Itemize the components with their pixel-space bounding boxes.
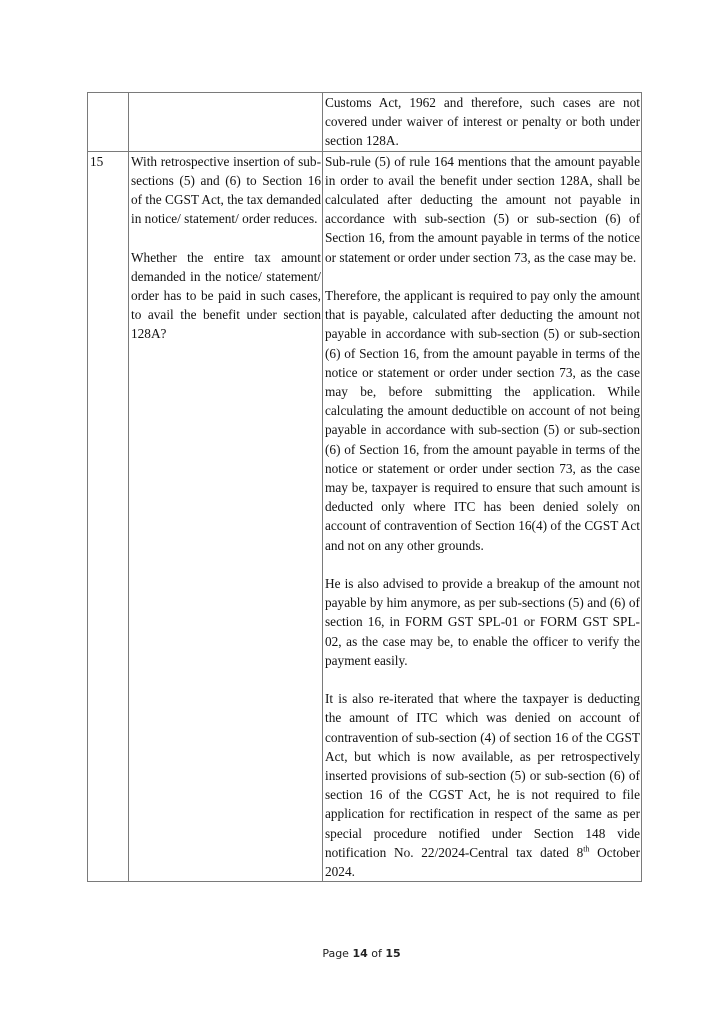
- answer-paragraph: Customs Act, 1962 and therefore, such cases are not covered under waiver of interest or penalty or both under section 128A.: [325, 95, 640, 149]
- answer-paragraph: He is also advised to provide a breakup of the amount not payable by him anymore, as per sub-sections (5) and (6) of section 16, in FORM GST SPL-01 or FORM GST SPL-02, as the case may be, to enable the officer to verify the payment easily.: [325, 576, 640, 668]
- answer-text-tail: October 2024.: [325, 844, 640, 880]
- table-row: [88, 151, 642, 882]
- answer-cell: [323, 151, 642, 882]
- question-paragraph: With retrospective insertion of sub-sections (5) and (6) to Section 16 of the CGST Act, the tax demanded in notice/ statement/ order reduces.: [131, 153, 321, 227]
- answer-text: It is also re-iterated that where the taxpayer is deducting the amount of ITC which was denied on account of contravention of sub-section (4) of section 16 of the CGST Act, but which is now available, as per retrospectively inserted provisions of sub-section (5) or sub-section (6) of section 16 of the CGST Act, he is not required to file application for rectification in respect of the same as per special procedure notified under Section 148 vide notification No. 22/2024-Central tax dated 8: [325, 691, 640, 860]
- question-cell: [129, 151, 323, 882]
- answer-paragraph: [325, 689, 640, 881]
- page-label: Page: [322, 947, 353, 960]
- question-cell: [129, 93, 323, 152]
- table-row: [88, 93, 642, 152]
- faq-table: [87, 92, 642, 882]
- question-paragraph: Whether the entire tax amount demanded in the notice/ statement/ order has to be paid in such cases, to avail the benefit under section 128A?: [131, 249, 321, 342]
- total-page-count: 15: [385, 947, 401, 960]
- serial-number-cell: 15: [88, 151, 129, 882]
- answer-cell: [323, 93, 642, 152]
- ordinal-superscript: th: [583, 844, 590, 854]
- page-footer: [0, 947, 723, 960]
- current-page-number: 14: [352, 947, 368, 960]
- page-of-label: of: [367, 947, 386, 960]
- answer-paragraph: Therefore, the applicant is required to pay only the amount that is payable, calculated after deducting the amount not payable in accordance with sub-section (5) or sub-section (6) of Section 16, from the amount payable in terms of the notice or statement or order under section 73, as the case may be, before submitting the application. While calculating the amount deductible on account of not being payable in accordance with sub-section (5) or sub-section (6) of Section 16, from the amount payable in terms of the notice or statement or order under section 73, as the case may be, taxpayer is required to ensure that such amount is deducted only where ITC has been denied solely on account of contravention of Section 16(4) of the CGST Act and not on any other grounds.: [325, 288, 640, 553]
- answer-paragraph: Sub-rule (5) of rule 164 mentions that the amount payable in order to avail the benefit under section 128A, shall be calculated after deducting the amount not payable in accordance with sub-section (5) or sub-section (6) of Section 16, from the amount payable in terms of the notice or statement or order under section 73, as the case may be.: [325, 153, 640, 265]
- serial-number-cell: [88, 93, 129, 152]
